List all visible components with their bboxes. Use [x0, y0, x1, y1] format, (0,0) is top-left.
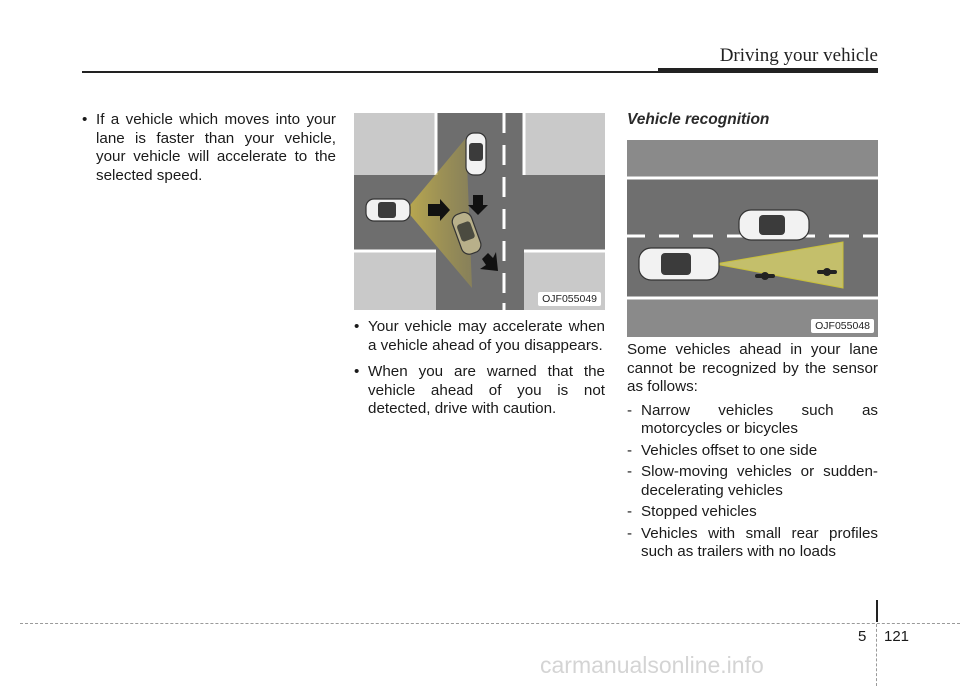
list-item: - Narrow vehicles such as motorcycles or bicycles: [627, 402, 878, 439]
figure-cut-in: [354, 113, 605, 310]
figure-code: OJF055048: [811, 319, 874, 333]
list-item: - Vehicles offset to one side: [627, 442, 878, 461]
column-2: [354, 318, 605, 427]
footer-divider-dashed: [876, 624, 877, 686]
section-heading: Vehicle recognition: [627, 111, 770, 128]
list-item: - Vehicles with small rear profiles such as trailers with no loads: [627, 525, 878, 562]
list-item: - Slow-moving vehicles or sudden-decelerating vehicles: [627, 463, 878, 500]
header-rule-accent: [658, 68, 878, 73]
bullet-item: • When you are warned that the vehicle ahead of you is not detected, drive with caution.: [354, 363, 605, 419]
bullet-item: • If a vehicle which moves into your lane is faster than your vehicle, your vehicle will accelerate to the selected speed.: [82, 111, 336, 185]
list-item: - Stopped vehicles: [627, 503, 878, 522]
page-number: 121: [884, 628, 910, 645]
footer-divider: [876, 600, 878, 622]
cut-in-vehicle-illustration: [354, 113, 605, 310]
intro-paragraph: Some vehicles ahead in your lane cannot be recognized by the sensor as follows:: [627, 341, 878, 395]
chapter-number: 5: [858, 628, 867, 645]
sensor-detection-illustration: [627, 140, 878, 337]
bullet-item: • Your vehicle may accelerate when a vehicle ahead of you disappears.: [354, 318, 605, 355]
figure-vehicle-recognition: [627, 140, 878, 337]
column-1: [82, 111, 336, 193]
column-3: [627, 341, 878, 565]
header-title: Driving your vehicle: [719, 45, 878, 66]
figure-code: OJF055049: [538, 292, 601, 306]
footer-rule: [20, 623, 960, 624]
watermark: carmanualsonline.info: [540, 652, 764, 678]
